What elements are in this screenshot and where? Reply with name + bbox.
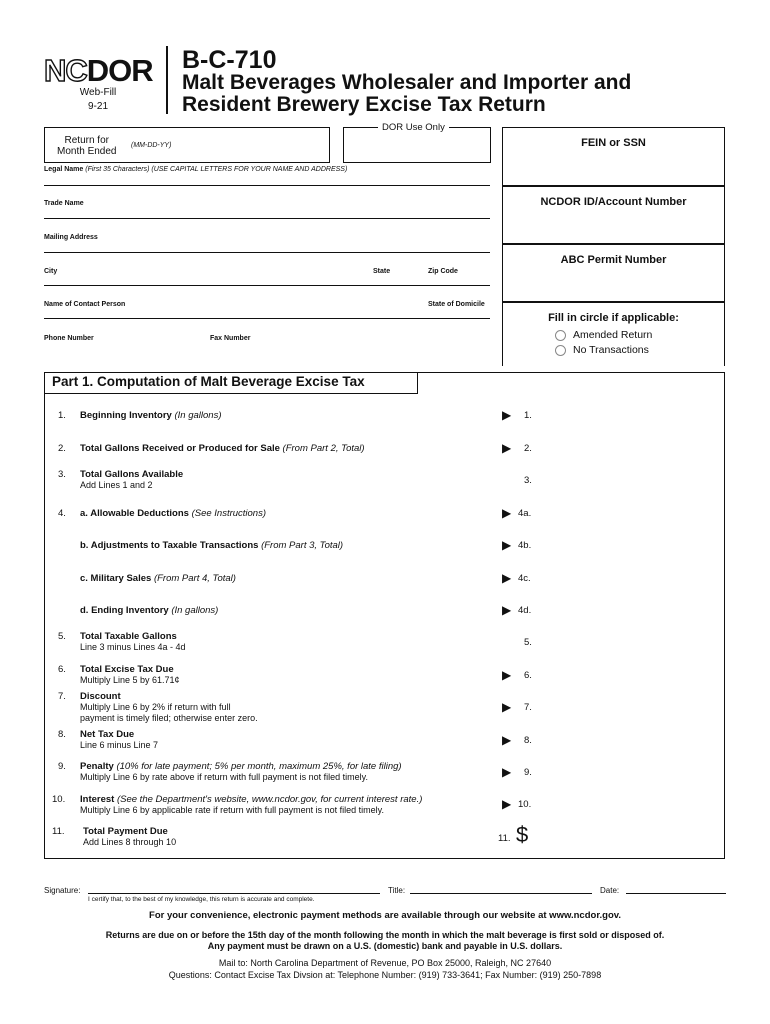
line-description: [80, 540, 500, 551]
line-number: 6.: [58, 664, 66, 675]
line-amount-field[interactable]: [540, 439, 715, 457]
date-line[interactable]: [626, 893, 726, 894]
header-divider: [166, 46, 168, 114]
abc-permit-box[interactable]: [502, 243, 725, 303]
line-amount-field[interactable]: [540, 601, 715, 619]
legal-name-row: [44, 166, 347, 173]
form-title: [182, 72, 631, 116]
line-description: [80, 691, 500, 724]
line-amount-field[interactable]: [540, 536, 715, 554]
no-transactions-option[interactable]: [555, 344, 649, 356]
date-format: (MM-DD-YY): [131, 142, 172, 149]
line-note: (10% for late payment; 5% per month, maximum 25%, for late filing): [116, 761, 402, 772]
line-amount-field[interactable]: [540, 731, 715, 749]
line-arrow-icon: ▶: [502, 506, 512, 520]
line-ref-label: 8.: [524, 735, 532, 746]
part1-heading-box: [44, 372, 418, 394]
no-transactions-radio[interactable]: [555, 345, 566, 356]
line-number: 4.: [58, 508, 66, 519]
webfill-text: Web-Fill: [79, 87, 117, 98]
line-ref-label: 9.: [524, 767, 532, 778]
title-label: Title:: [388, 886, 406, 895]
line-description: [80, 664, 500, 686]
line-arrow-icon: ▶: [502, 700, 512, 714]
return-for-text: Return for: [64, 135, 109, 146]
line-instruction: Add Lines 1 and 2: [80, 480, 153, 490]
line-title: Net Tax Due: [80, 729, 135, 740]
line-ref-label: 2.: [524, 443, 532, 454]
signature-label: Signature:: [44, 886, 81, 895]
line-title: Total Gallons Received or Produced for Sale: [80, 443, 280, 454]
legal-name-line[interactable]: [44, 185, 490, 186]
line-ref-label: 10.: [518, 799, 532, 810]
line-title: Total Payment Due: [83, 826, 168, 837]
line-amount-field[interactable]: [540, 795, 715, 813]
due-note-2: Any payment must be drawn on a U.S. (domestic) bank and payable in U.S. dollars.: [207, 941, 563, 951]
phone-label: Phone Number: [44, 335, 94, 342]
line-arrow-icon: ▶: [502, 765, 512, 779]
fein-label: FEIN or SSN: [581, 137, 646, 149]
line-description: [80, 573, 500, 584]
contact-line[interactable]: [44, 318, 490, 319]
title-line[interactable]: [410, 893, 592, 894]
line-number: 8.: [58, 729, 66, 740]
ncdor-id-box[interactable]: [502, 185, 725, 245]
line-instruction: Multiply Line 6 by 2% if return with full: [80, 702, 231, 712]
line-instruction: Line 3 minus Lines 4a - 4d: [80, 642, 186, 652]
line-amount-field[interactable]: [540, 666, 715, 684]
ncdor-logo: [44, 55, 153, 86]
fein-box[interactable]: [502, 127, 725, 187]
line-description: [83, 826, 503, 848]
line-description: [80, 508, 500, 519]
line-title: a. Allowable Deductions: [80, 508, 189, 519]
dollar-sign: $: [516, 822, 529, 847]
fax-label: Fax Number: [210, 335, 251, 342]
return-for-label: [57, 135, 117, 157]
line-number: 9.: [58, 761, 66, 772]
date-label: Date:: [600, 886, 620, 895]
line-arrow-icon: ▶: [502, 668, 512, 682]
contact-label: Name of Contact Person: [44, 301, 126, 308]
trade-name-line[interactable]: [44, 218, 490, 219]
line-amount-field[interactable]: [540, 698, 715, 716]
logo-dor: DOR: [86, 53, 153, 88]
line-description: [80, 761, 500, 783]
dor-use-only-label: DOR Use Only: [378, 122, 449, 133]
certify-text: I certify that, to the best of my knowledge, this return is accurate and complete.: [88, 896, 315, 903]
zip-label: Zip Code: [428, 268, 458, 275]
mailing-address-label: Mailing Address: [44, 234, 98, 241]
line-amount-field[interactable]: [540, 504, 715, 522]
signature-line[interactable]: [88, 893, 380, 894]
mail-address: Mail to: North Carolina Department of Revenue, PO Box 25000, Raleigh, NC 27640: [218, 958, 552, 968]
due-note-1: Returns are due on or before the 15th day of the month following the month in which the malt beverage is first sold or disposed of.: [105, 930, 665, 940]
line-instruction: Add Lines 8 through 10: [83, 837, 177, 847]
city-line[interactable]: [44, 285, 490, 286]
line-note: (In gallons): [171, 605, 219, 616]
line-instruction: Line 6 minus Line 7: [80, 740, 159, 750]
fill-in-label: Fill in circle if applicable:: [548, 312, 679, 324]
domicile-label: State of Domicile: [428, 301, 485, 308]
line-amount-field[interactable]: [540, 633, 715, 651]
line-note: (From Part 2, Total): [282, 443, 365, 454]
legal-name-label: Legal Name: [44, 166, 84, 173]
line-ref-label: 5.: [524, 637, 532, 648]
line-title: Total Excise Tax Due: [80, 664, 174, 675]
trade-name-label: Trade Name: [44, 200, 84, 207]
line-note: (From Part 4, Total): [153, 573, 236, 584]
state-label: State: [373, 268, 391, 275]
line-description: [80, 410, 500, 421]
line-instruction: Multiply Line 5 by 61.71¢: [80, 675, 180, 685]
amended-label: Amended Return: [573, 329, 653, 341]
line-title: Penalty: [80, 761, 114, 772]
version-text: 9-21: [87, 101, 108, 112]
line-arrow-icon: ▶: [502, 408, 512, 422]
line-note: (From Part 3, Total): [261, 540, 344, 551]
part1-heading: Part 1. Computation of Malt Beverage Excise Tax: [52, 374, 365, 389]
line-number: 5.: [58, 631, 66, 642]
line-title: Total Gallons Available: [80, 469, 184, 480]
line-instruction: Multiply Line 6 by applicable rate if return with full payment is not filed timely.: [80, 805, 384, 815]
line-description: [80, 729, 500, 751]
line-title: Beginning Inventory: [80, 410, 172, 421]
line-arrow-icon: ▶: [502, 733, 512, 747]
line-title: b. Adjustments to Taxable Transactions: [80, 540, 259, 551]
line-note: (See Instructions): [191, 508, 267, 519]
line-amount-field[interactable]: [540, 471, 715, 489]
line-title: Total Taxable Gallons: [80, 631, 177, 642]
line-note: (See the Department's website, www.ncdor.gov, for current interest rate.): [116, 794, 423, 805]
line-title: Interest: [80, 794, 115, 805]
line-amount-field[interactable]: [540, 763, 715, 781]
line-title: Discount: [80, 691, 121, 702]
title-line1: Malt Beverages Wholesaler and Importer and: [182, 71, 632, 94]
logo-nc: NC: [44, 53, 87, 88]
city-label: City: [44, 268, 58, 275]
month-ended-field[interactable]: [44, 127, 330, 163]
line-ref-label: 4d.: [518, 605, 532, 616]
line-ref-label: 7.: [524, 702, 532, 713]
line-title: d. Ending Inventory: [80, 605, 169, 616]
line-number: 3.: [58, 469, 66, 480]
line-arrow-icon: ▶: [502, 797, 512, 811]
form-number: B-C-710: [182, 46, 277, 74]
line-description: [80, 631, 500, 653]
no-transactions-label: No Transactions: [573, 344, 649, 356]
applicable-box: [502, 301, 725, 366]
title-line2: Resident Brewery Excise Tax Return: [182, 93, 546, 116]
ncdor-id-label: NCDOR ID/Account Number: [540, 196, 687, 208]
line-ref-label: 3.: [524, 475, 532, 486]
line-instruction: Multiply Line 6 by rate above if return with full payment is not filed timely.: [80, 772, 368, 782]
questions-contact: Questions: Contact Excise Tax Divsion at: Telephone Number: (919) 733-3641; Fax Number: (919) 250-7898: [168, 970, 602, 980]
line-ref-label: 11.: [498, 833, 511, 844]
line-ref-label: 1.: [524, 410, 532, 421]
line-ref-label: 4c.: [518, 573, 531, 584]
line-arrow-icon: ▶: [502, 603, 512, 617]
line-number: 2.: [58, 443, 66, 454]
line-arrow-icon: ▶: [502, 441, 512, 455]
line-description: [80, 605, 500, 616]
line-amount-field[interactable]: [540, 828, 715, 846]
abc-permit-label: ABC Permit Number: [560, 254, 667, 266]
line-instruction-cont: payment is timely filed; otherwise enter zero.: [80, 713, 258, 723]
line-description: [80, 469, 500, 491]
mailing-address-line[interactable]: [44, 252, 490, 253]
line-amount-field[interactable]: [540, 569, 715, 587]
line-ref-label: 6.: [524, 670, 532, 681]
amended-option[interactable]: [555, 329, 652, 341]
amended-radio[interactable]: [555, 330, 566, 341]
line-number: 11.: [52, 826, 65, 837]
line-description: [80, 443, 500, 454]
month-ended-text: Month Ended: [57, 146, 117, 157]
line-ref-label: 4a.: [518, 508, 532, 519]
line-description: [80, 794, 500, 816]
webfill-label: [58, 86, 138, 114]
line-arrow-icon: ▶: [502, 571, 512, 585]
legal-name-note: (First 35 Characters) (USE CAPITAL LETTERS FOR YOUR NAME AND ADDRESS): [85, 166, 348, 173]
line-number: 10.: [52, 794, 66, 805]
line-amount-field[interactable]: [540, 406, 715, 424]
epay-note: For your convenience, electronic payment methods are available through our website at www.ncdor.gov.: [149, 910, 621, 921]
line-number: 1.: [58, 410, 66, 421]
line-title: c. Military Sales: [80, 573, 152, 584]
line-ref-label: 4b.: [518, 540, 532, 551]
line-arrow-icon: ▶: [502, 538, 512, 552]
line-note: (In gallons): [174, 410, 222, 421]
line-number: 7.: [58, 691, 66, 702]
